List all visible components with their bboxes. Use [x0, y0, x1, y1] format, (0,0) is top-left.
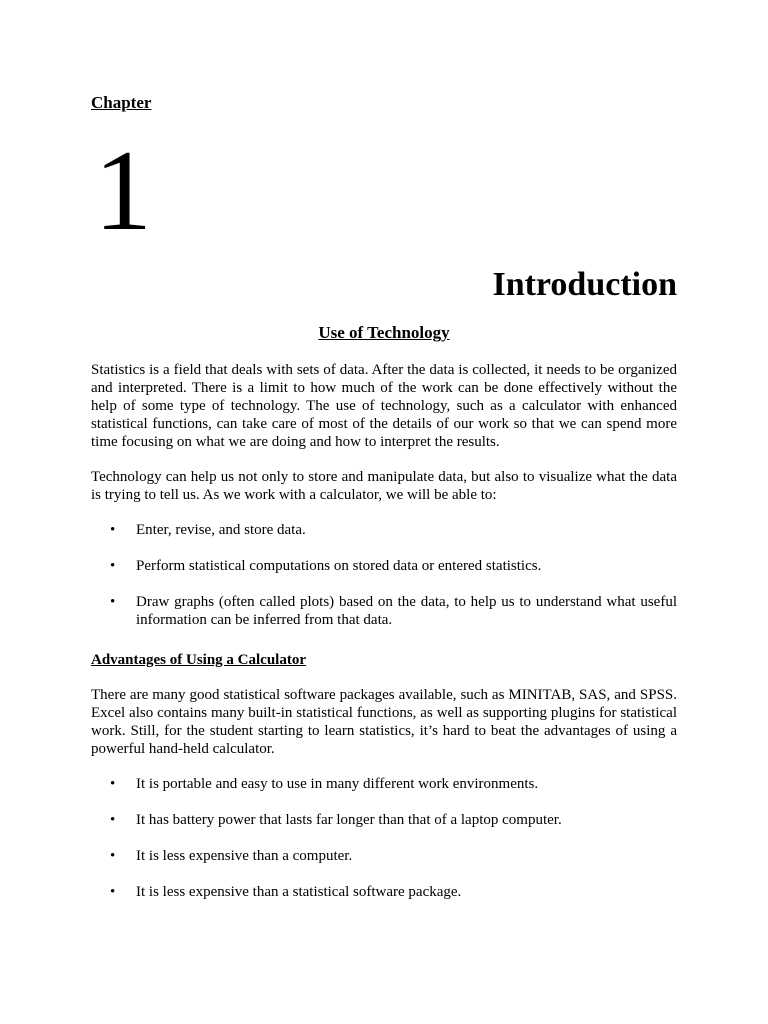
bullet-icon: •	[110, 558, 116, 574]
chapter-number: 1	[94, 127, 152, 255]
paragraph-software-packages: There are many good statistical software packages available, such as MINITAB, SAS, and SPSS. Excel also contains many built-in statistical functions, as well as supporting plugins for statistical work. Still, for the student starting to learn statistics, it’s hard to beat the advantages of using a powerful hand-held calculator.	[91, 687, 677, 757]
list-item	[91, 847, 677, 865]
section-heading-advantages: Advantages of Using a Calculator	[91, 652, 307, 668]
list-item	[91, 883, 677, 901]
list-item-text: It is less expensive than a statistical software package.	[136, 884, 462, 900]
calculator-abilities-list	[91, 521, 677, 647]
bullet-icon: •	[110, 776, 116, 792]
list-item-text: It has battery power that lasts far longer than that of a laptop computer.	[136, 812, 562, 828]
bullet-icon: •	[110, 522, 116, 538]
chapter-title: Introduction	[492, 266, 677, 303]
paragraph-technology-help: Technology can help us not only to store and manipulate data, but also to visualize what the data is trying to tell us. As we work with a calculator, we will be able to:	[91, 469, 677, 503]
list-item-text: It is less expensive than a computer.	[136, 848, 353, 864]
paragraph-statistics-intro: Statistics is a field that deals with sets of data. After the data is collected, it needs to be organized and interpreted. There is a limit to how much of the work can be done effectively without the help of some type of technology. The use of technology, such as a calculator with enhanced statistical functions, can take care of most of the details of our work so that we can spend more time focusing on what we are doing and how to interpret the results.	[91, 362, 677, 450]
list-item	[91, 593, 677, 629]
document-page	[91, 0, 677, 1024]
chapter-label: Chapter	[91, 93, 152, 112]
list-item-text: It is portable and easy to use in many different work environments.	[136, 776, 539, 792]
bullet-icon: •	[110, 812, 116, 828]
calculator-advantages-list	[91, 775, 677, 919]
list-item	[91, 811, 677, 829]
bullet-icon: •	[110, 594, 116, 610]
section-heading-use-of-technology: Use of Technology	[318, 323, 450, 342]
list-item	[91, 775, 677, 793]
list-item-text: Draw graphs (often called plots) based on the data, to help us to understand what useful information can be inferred from that data.	[136, 594, 677, 628]
list-item	[91, 521, 677, 539]
list-item-text: Perform statistical computations on stored data or entered statistics.	[136, 558, 542, 574]
list-item	[91, 557, 677, 575]
list-item-text: Enter, revise, and store data.	[136, 522, 306, 538]
bullet-icon: •	[110, 884, 116, 900]
bullet-icon: •	[110, 848, 116, 864]
